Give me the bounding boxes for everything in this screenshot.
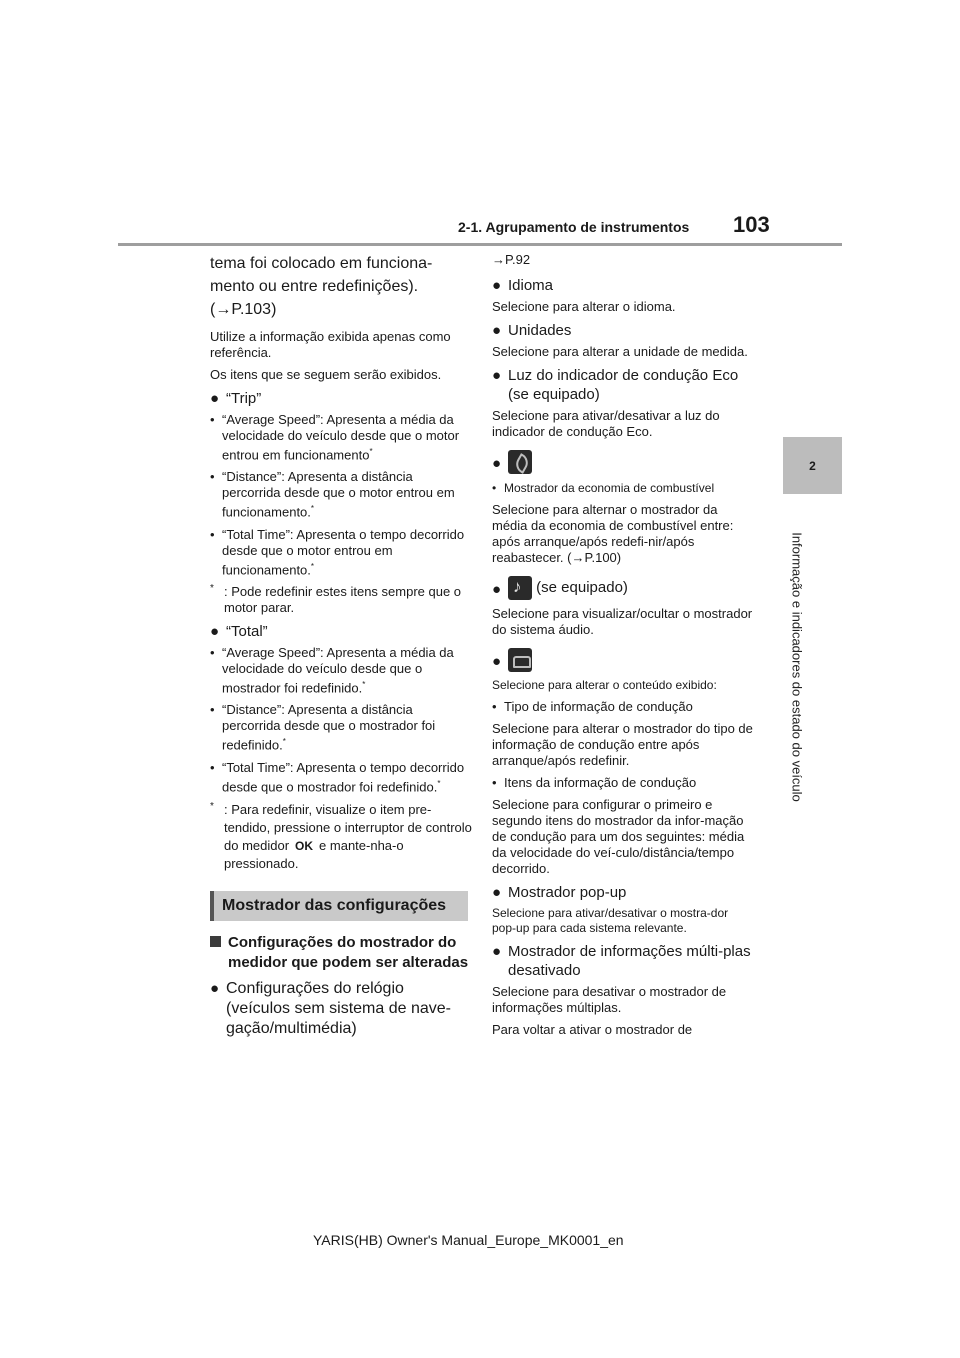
left-column: [210, 252, 472, 1043]
section-title: Mostrador das configurações: [210, 891, 468, 921]
intro-reference[interactable]: (→P.103): [210, 301, 277, 318]
multi-info-heading: ● Mostrador de informações múlti-plas desativado: [492, 943, 751, 979]
fuel-icon-heading: ●: [492, 450, 754, 474]
list-item: • “Distance”: Apresenta a distância percorrida desde que o motor entrou em funcionamento.*: [210, 469, 455, 520]
popup-heading: ● Mostrador pop-up: [492, 884, 627, 901]
list-item: • “Average Speed”: Apresenta a média da velocidade do veículo desde que o motor entrou em funcionamento*: [210, 412, 460, 463]
paragraph: Selecione para alterar o idioma.: [492, 299, 676, 314]
header-section-title: 2-1. Agrupamento de instrumentos: [458, 219, 690, 235]
paragraph: Selecione para configurar o primeiro e segundo itens do mostrador da infor-mação de condução para um dos seguintes: média da velocidade do veí-culo/distância/tempo decorrido.: [492, 797, 745, 876]
idioma-heading: ● Idioma: [492, 277, 554, 294]
audio-heading: ● ♪ (se equipado): [492, 576, 754, 600]
total-heading: ● “Total”: [210, 622, 268, 640]
paragraph: Selecione para ativar/desativar o mostra-dor pop-up para cada sistema relevante.: [492, 906, 729, 935]
list-item: • “Distance”: Apresenta a distância percorrida desde que o mostrador foi redefinido.*: [210, 702, 436, 753]
paragraph: Utilize a informação exibida apenas como referência.: [210, 329, 451, 360]
music-note-icon: [508, 576, 532, 600]
list-item: • Itens da informação de condução: [492, 775, 697, 790]
paragraph: Selecione para alterar a unidade de medida.: [492, 344, 748, 359]
leaf-icon: [508, 450, 532, 474]
header-divider: [118, 243, 842, 246]
paragraph: Para voltar a ativar o mostrador de: [492, 1022, 693, 1037]
clock-heading: ● Configurações do relógio (veículos sem sistema de nave-gação/multimédia): [210, 979, 451, 1037]
page-number: 103: [733, 212, 770, 237]
paragraph: Os itens que se seguem serão exibidos.: [210, 367, 442, 382]
reference-link[interactable]: →P.92: [492, 252, 531, 267]
right-column: [492, 252, 754, 1044]
drive-info-heading: ●: [492, 648, 754, 672]
paragraph: Selecione para alternar o mostrador da média da economia de combustível entre: após arranque/após redefi-nir/após reabastecer. (→P.100): [492, 502, 734, 565]
intro-text: tema foi colocado em funciona-mento ou entre redefinições). (→P.103): [210, 255, 433, 318]
trip-heading: ● “Trip”: [210, 390, 262, 407]
list-item: • Tipo de informação de condução: [492, 699, 693, 714]
list-item: • “Total Time”: Apresenta o tempo decorrido desde que o motor entrou em funcionamento.*: [210, 526, 465, 577]
paragraph: Selecione para ativar/desativar a luz do indicador de condução Eco.: [492, 408, 720, 439]
list-item: • Mostrador da economia de combustível: [492, 481, 715, 495]
paragraph: Selecione para alterar o mostrador do tipo de informação de condução entre após arranque/após redefinir.: [492, 721, 753, 768]
paragraph: Selecione para alterar o conteúdo exibido:: [492, 678, 717, 692]
chapter-tab[interactable]: [783, 437, 842, 494]
drive-info-icon: [508, 648, 532, 672]
chapter-side-title: Informação e indicadores do estado do veículo: [789, 532, 805, 802]
paragraph: Selecione para visualizar/ocultar o mostrador do sistema áudio.: [492, 606, 753, 637]
unidades-heading: ● Unidades: [492, 322, 572, 339]
sub-heading: Configurações do mostrador do medidor que podem ser alteradas: [210, 933, 472, 973]
eco-heading: ● Luz do indicador de condução Eco (se equipado): [492, 367, 739, 403]
chapter-number: 2: [809, 458, 816, 473]
ok-button-icon: OK: [295, 838, 314, 853]
list-item: • “Total Time”: Apresenta o tempo decorrido desde que o mostrador foi redefinido.*: [210, 759, 465, 794]
footer-text: YARIS(HB) Owner's Manual_Europe_MK0001_en: [313, 1232, 624, 1248]
list-item: • “Average Speed”: Apresenta a média da velocidade do veículo desde que o mostrador foi redefinido.*: [210, 644, 454, 696]
footnote: * : Pode redefinir estes itens sempre que o motor parar.: [210, 582, 462, 615]
paragraph: Selecione para desativar o mostrador de informações múltiplas.: [492, 984, 727, 1015]
footnote: * : Para redefinir, visualize o item pre-tendido, pressione o interruptor de controlo do medidor OK e mante-nha-o pressionado.: [210, 800, 472, 871]
